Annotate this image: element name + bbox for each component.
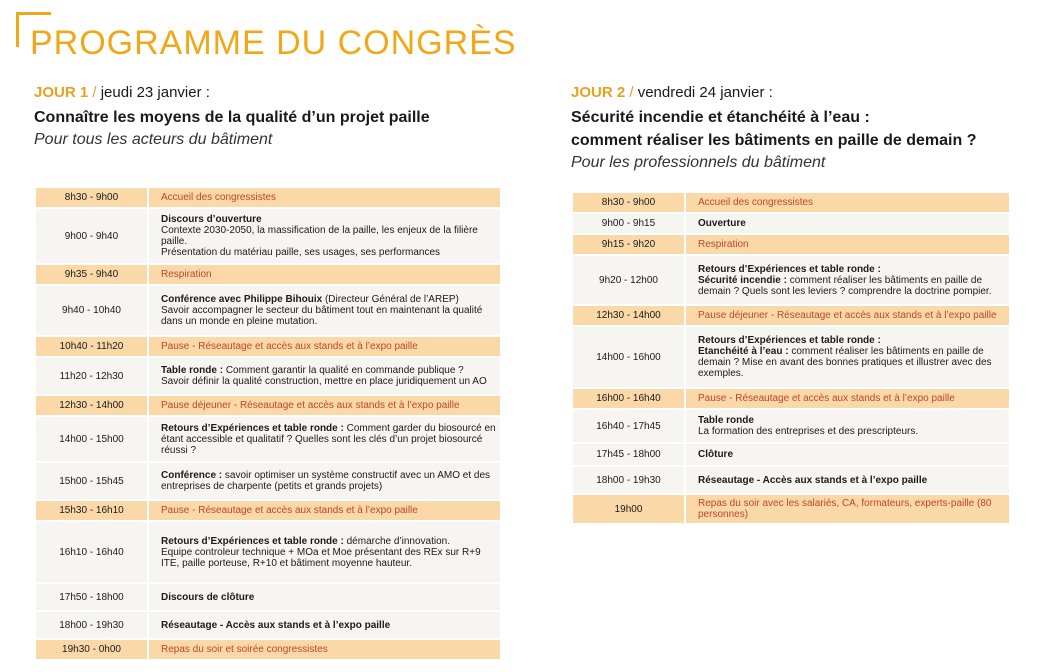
session-detail: Contexte 2030-2050, la massification de la paille, les enjeux de la filière paille. Présentation du matériau paille, ses usages, ses performances: [161, 225, 478, 258]
day1-column: [34, 84, 502, 655]
schedule-row: [36, 396, 500, 415]
session-subtitle: Sécurité incendie :: [698, 274, 787, 286]
schedule-time: 16h00 - 16h40: [573, 389, 684, 408]
schedule-row: [36, 358, 500, 394]
schedule-description: [686, 235, 1009, 254]
schedule-description: [686, 495, 1009, 523]
schedule-row: [36, 501, 500, 520]
schedule-time: 19h30 - 0h00: [36, 640, 147, 659]
day1-schedule-table: [34, 186, 502, 661]
schedule-time: 15h00 - 15h45: [36, 463, 147, 499]
schedule-row: [573, 235, 1009, 254]
schedule-description: [686, 256, 1009, 304]
session-title: Ouverture: [698, 218, 746, 229]
session-title: Repas du soir avec les salariés, CA, formateurs, experts-paille (80 personnes): [698, 498, 992, 520]
schedule-time: 9h40 - 10h40: [36, 286, 147, 335]
schedule-time: 16h40 - 17h45: [573, 410, 684, 442]
schedule-time: 9h35 - 9h40: [36, 265, 147, 284]
schedule-time: 15h30 - 16h10: [36, 501, 147, 520]
day1-audience: Pour tous les acteurs du bâtiment: [34, 131, 273, 148]
schedule-description: [686, 214, 1009, 233]
schedule-description: [686, 444, 1009, 465]
day2-heading-line2: comment réaliser les bâtiments en paille de demain ?: [571, 132, 977, 149]
session-subtitle: Etanchéité à l’eau :: [698, 346, 789, 357]
schedule-time: 11h20 - 12h30: [36, 358, 147, 394]
schedule-description: [686, 193, 1009, 212]
schedule-row: [573, 256, 1009, 304]
schedule-description: [686, 389, 1009, 408]
session-detail: La formation des entreprises et des prescripteurs.: [698, 426, 919, 437]
schedule-row: [36, 265, 500, 284]
session-title: Respiration: [161, 269, 212, 280]
day2-column: [571, 84, 1011, 520]
schedule-time: 14h00 - 15h00: [36, 417, 147, 461]
schedule-description: [686, 467, 1009, 493]
session-title: Réseautage - Accès aux stands et à l’expo paille: [698, 474, 928, 486]
schedule-time: 18h00 - 19h30: [36, 612, 147, 638]
session-title: Retours d’Expériences et table ronde :: [161, 535, 344, 547]
session-title: Pause déjeuner - Réseautage et accès aux stands et à l’expo paille: [698, 310, 997, 321]
schedule-time: 9h20 - 12h00: [573, 256, 684, 304]
schedule-description: [149, 286, 500, 335]
day2-separator: /: [625, 84, 638, 101]
session-title: Pause - Réseautage et accès aux stands et à l’expo paille: [161, 505, 418, 516]
schedule-description: [149, 337, 500, 356]
schedule-description: [149, 584, 500, 610]
session-title: Respiration: [698, 239, 749, 250]
session-title: Pause - Réseautage et accès aux stands et à l’expo paille: [698, 393, 955, 404]
day1-label: JOUR 1: [34, 84, 89, 101]
schedule-description: [149, 209, 500, 263]
schedule-time: 19h00: [573, 495, 684, 523]
session-detail: démarche d’innovation. Equipe controleur technique + MOa et Moe présentant des REx sur R+9 ITE, paille porteuse, R+10 et bâtiment moyenne hauteur.: [161, 535, 481, 569]
schedule-time: 10h40 - 11h20: [36, 337, 147, 356]
schedule-row: [573, 327, 1009, 387]
day2-audience: Pour les professionnels du bâtiment: [571, 154, 826, 171]
schedule-description: [149, 640, 500, 659]
schedule-row: [573, 467, 1009, 493]
schedule-description: [149, 188, 500, 207]
day1-separator: /: [88, 84, 101, 101]
schedule-description: [149, 417, 500, 461]
schedule-row: [36, 522, 500, 582]
schedule-row: [36, 463, 500, 499]
schedule-row: [36, 286, 500, 335]
schedule-description: [149, 265, 500, 284]
schedule-row: [36, 209, 500, 263]
page-title: PROGRAMME DU CONGRÈS: [30, 24, 517, 62]
session-detail: Comment garantir la qualité en commande publique ? Savoir définir la qualité construction, mettre en place juridiquement un AO: [161, 365, 487, 387]
day2-header: [571, 84, 1011, 106]
schedule-time: 12h30 - 14h00: [36, 396, 147, 415]
day2-heading-line1: Sécurité incendie et étanchéité à l’eau :: [571, 109, 870, 126]
session-detail: (Directeur Général de l’AREP) Savoir accompagner le secteur du bâtiment tout en maintenant la qualité dans un monde en pleine mutation.: [161, 294, 483, 327]
schedule-description: [686, 327, 1009, 387]
schedule-row: [573, 193, 1009, 212]
schedule-time: 9h00 - 9h40: [36, 209, 147, 263]
session-title: Pause déjeuner - Réseautage et accès aux stands et à l’expo paille: [161, 400, 460, 411]
session-title: Retours d’Expériences et table ronde :: [698, 335, 881, 346]
day2-label: JOUR 2: [571, 84, 626, 101]
session-title: Accueil des congressistes: [161, 192, 277, 203]
schedule-time: 8h30 - 9h00: [36, 188, 147, 207]
day2-date: vendredi 24 janvier :: [637, 84, 773, 101]
schedule-row: [573, 214, 1009, 233]
schedule-row: [573, 444, 1009, 465]
schedule-time: 12h30 - 14h00: [573, 306, 684, 325]
schedule-time: 16h10 - 16h40: [36, 522, 147, 582]
schedule-time: 8h30 - 9h00: [573, 193, 684, 212]
schedule-time: 18h00 - 19h30: [573, 467, 684, 493]
schedule-time: 9h15 - 9h20: [573, 235, 684, 254]
schedule-description: [149, 522, 500, 582]
session-title: Retours d’Expériences et table ronde :: [161, 422, 344, 434]
schedule-time: 17h45 - 18h00: [573, 444, 684, 465]
session-title: Table ronde: [698, 415, 754, 426]
session-title: Clôture: [698, 449, 733, 460]
session-title: Pause - Réseautage et accès aux stands et à l’expo paille: [161, 341, 418, 352]
schedule-row: [36, 640, 500, 659]
schedule-row: [573, 306, 1009, 325]
schedule-time: 14h00 - 16h00: [573, 327, 684, 387]
schedule-time: 9h00 - 9h15: [573, 214, 684, 233]
session-detail: savoir optimiser un système constructif avec un AMO et des entreprises de charpente (petits et grands projets): [161, 470, 491, 492]
session-title: Retours d’Expériences et table ronde :: [698, 263, 881, 275]
schedule-row: [573, 389, 1009, 408]
session-title: Discours de clôture: [161, 591, 255, 603]
session-title: Accueil des congressistes: [698, 197, 814, 208]
schedule-description: [686, 410, 1009, 442]
day1-date: jeudi 23 janvier :: [100, 84, 210, 101]
schedule-description: [149, 463, 500, 499]
day1-header: [34, 84, 502, 106]
schedule-description: [149, 612, 500, 638]
schedule-row: [36, 584, 500, 610]
schedule-row: [36, 188, 500, 207]
session-title: Repas du soir et soirée congressistes: [161, 644, 328, 655]
schedule-row: [573, 410, 1009, 442]
session-detail: comment réaliser les bâtiments en paille de demain ? Quels sont les leviers ? comprendre la doctrine pompier.: [698, 274, 992, 297]
session-title: Conférence :: [161, 470, 223, 481]
schedule-time: 17h50 - 18h00: [36, 584, 147, 610]
schedule-description: [149, 501, 500, 520]
schedule-row: [36, 337, 500, 356]
schedule-description: [149, 396, 500, 415]
session-title: Réseautage - Accès aux stands et à l’expo paille: [161, 619, 391, 631]
schedule-row: [36, 612, 500, 638]
schedule-description: [686, 306, 1009, 325]
session-title: Table ronde :: [161, 365, 224, 376]
session-title: Conférence avec Philippe Bihouix: [161, 294, 323, 305]
day1-heading: Connaître les moyens de la qualité d’un projet paille: [34, 109, 430, 126]
schedule-row: [36, 417, 500, 461]
schedule-row: [573, 495, 1009, 523]
session-title: Discours d’ouverture: [161, 214, 262, 225]
session-detail: comment réaliser les bâtiments en paille de demain ? Mise en avant des bonnes pratiques et illustrer avec des exemples.: [698, 346, 992, 379]
schedule-description: [149, 358, 500, 394]
day2-schedule-table: [571, 191, 1011, 525]
session-detail: Comment garder du biosourcé en étant accessible et qualitatif ? Quelles sont les clés d’un projet biosourcé réussi ?: [161, 422, 496, 456]
